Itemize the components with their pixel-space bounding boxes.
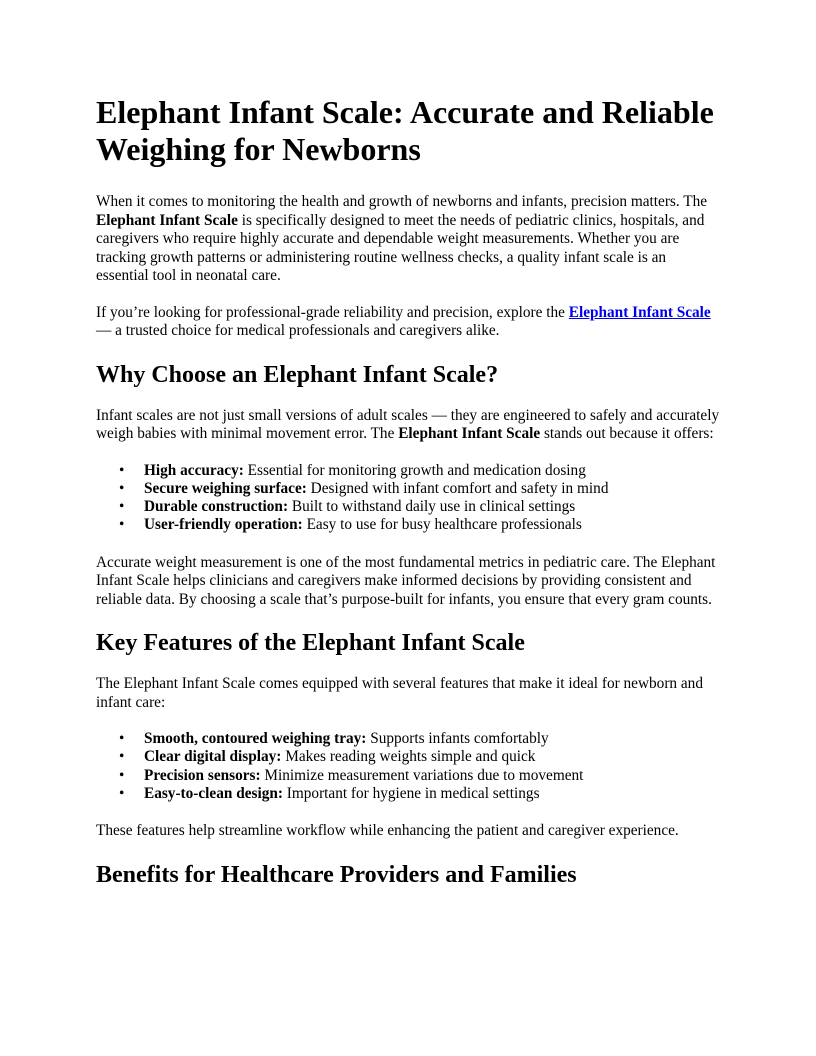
list-item-term: Easy-to-clean design: [144, 785, 283, 803]
list-item [144, 462, 720, 480]
list-item-text: Supports infants comfortably [366, 730, 549, 748]
explore-text-end: — a trusted choice for medical professionals and caregivers alike. [96, 322, 500, 339]
list-item [144, 748, 720, 766]
list-item [144, 767, 720, 785]
list-item [144, 516, 720, 534]
list-item-term: Smooth, contoured weighing tray: [144, 730, 367, 748]
why-product-name: Elephant Infant Scale [398, 425, 541, 442]
workflow-paragraph: These features help streamline workflow while enhancing the patient and caregiver experience. [96, 822, 679, 840]
list-item [144, 480, 720, 498]
list-item-term: High accuracy: [144, 461, 244, 479]
features-list [96, 730, 720, 803]
why-text-end: stands out because it offers: [540, 425, 714, 442]
list-item-term: User-friendly operation: [144, 516, 303, 534]
list-item [144, 498, 720, 516]
why-text-start: Infant scales are not just small versions of adult scales — they are engineered to safely and accurately weigh babies with minimal movement error. The [96, 406, 720, 442]
list-item-term: Clear digital display: [144, 748, 282, 766]
why-list [96, 462, 720, 535]
list-item-text: Designed with infant comfort and safety in mind [306, 479, 609, 497]
list-item-text: Makes reading weights simple and quick [281, 748, 536, 766]
features-heading: Key Features of the Elephant Infant Scale [96, 630, 525, 657]
why-heading: Why Choose an Elephant Infant Scale? [96, 361, 499, 388]
list-item [144, 730, 720, 748]
product-link[interactable]: Elephant Infant Scale [568, 303, 711, 321]
intro-text-start: When it comes to monitoring the health and growth of newborns and infants, precision matters. The [96, 193, 708, 210]
list-item-text: Built to withstand daily use in clinical settings [288, 498, 576, 516]
list-item [144, 785, 720, 803]
features-paragraph: The Elephant Infant Scale comes equipped with several features that make it ideal for newborn and infant care: [96, 675, 703, 711]
list-item-text: Easy to use for busy healthcare professionals [302, 516, 582, 534]
list-item-term: Precision sensors: [144, 766, 261, 784]
intro-paragraph [96, 193, 720, 286]
explore-text-start: If you’re looking for professional-grade reliability and precision, explore the [96, 303, 569, 321]
intro-text-end: is specifically designed to meet the needs of pediatric clinics, hospitals, and caregivers who require highly accurate and dependable weight measurements. Whether you are tracking growth patterns or administering routine wellness checks, a quality infant scale is an essential tool in neonatal care. [96, 211, 705, 284]
list-item-term: Durable construction: [144, 498, 289, 516]
list-item-term: Secure weighing surface: [144, 479, 307, 497]
why-paragraph [96, 407, 720, 444]
intro-product-name: Elephant Infant Scale [96, 211, 238, 229]
page-title: Elephant Infant Scale: Accurate and Reliable Weighing for Newborns [96, 94, 714, 167]
benefits-heading: Benefits for Healthcare Providers and Families [96, 861, 577, 888]
list-item-text: Essential for monitoring growth and medication dosing [243, 461, 586, 479]
list-item-text: Important for hygiene in medical settings [282, 785, 540, 803]
accuracy-paragraph: Accurate weight measurement is one of the most fundamental metrics in pediatric care. The Elephant Infant Scale helps clinicians and caregivers make informed decisions by providing consistent and reliable data. By choosing a scale that’s purpose-built for infants, you ensure that every gram counts. [96, 553, 716, 608]
explore-paragraph [96, 304, 720, 341]
list-item-text: Minimize measurement variations due to movement [260, 766, 584, 784]
